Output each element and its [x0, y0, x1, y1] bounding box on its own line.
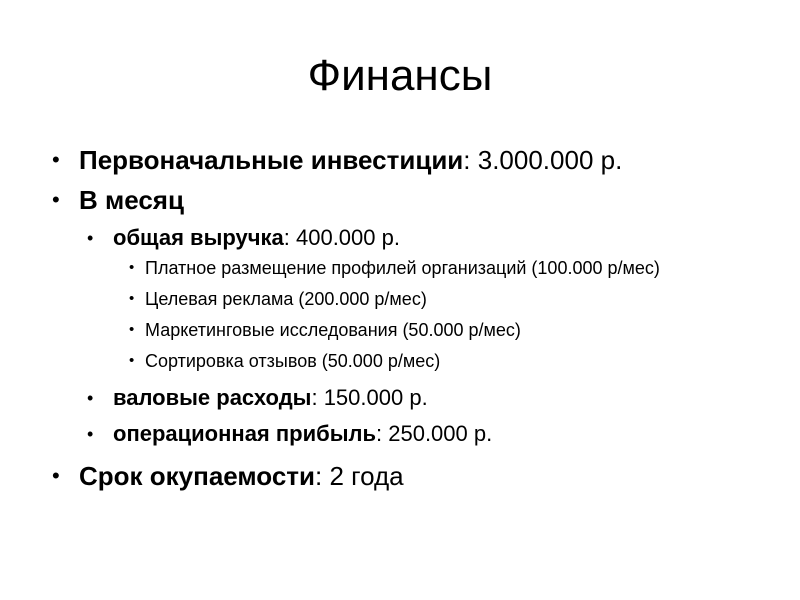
list-item-revenue-source [113, 256, 705, 280]
monthly-list [79, 220, 768, 452]
revenue-source-text: Маркетинговые исследования (50.000 р/мес) [145, 320, 521, 340]
bullet-icon: • [87, 228, 94, 248]
bullet-icon: • [52, 463, 60, 488]
bullet-icon: • [129, 352, 135, 369]
item-label: Срок окупаемости [79, 461, 316, 491]
slide-title: Финансы [307, 51, 493, 100]
revenue-list [113, 256, 768, 373]
bullet-list [48, 140, 768, 496]
bullet-icon: • [52, 187, 60, 212]
bullet-icon: • [129, 290, 135, 307]
bullet-icon: • [87, 388, 94, 408]
list-item-initial-investment [48, 140, 768, 180]
list-item-operating-profit [79, 416, 768, 452]
list-item-gross-expenses [79, 380, 768, 416]
item-value: : 250.000 р. [376, 421, 493, 446]
item-label: В месяц [79, 185, 184, 215]
item-value: : 2 года [315, 461, 404, 491]
item-label: операционная прибыль [113, 421, 377, 446]
item-value: : 3.000.000 р. [463, 145, 623, 175]
item-label: Первоначальные инвестиции [79, 145, 464, 175]
revenue-source-text: Целевая реклама (200.000 р/мес) [145, 289, 427, 309]
list-item-payback-period [48, 456, 768, 496]
list-item-revenue-source [113, 349, 705, 373]
list-item-revenue-source [113, 318, 705, 342]
revenue-source-text: Сортировка отзывов (50.000 р/мес) [145, 351, 441, 371]
item-label: валовые расходы [113, 385, 312, 410]
item-value: : 400.000 р. [283, 225, 400, 250]
list-item-total-revenue [79, 220, 768, 373]
item-value: : 150.000 р. [311, 385, 428, 410]
bullet-icon: • [129, 259, 135, 276]
list-item-per-month [48, 180, 768, 452]
bullet-icon: • [129, 321, 135, 338]
revenue-source-text: Платное размещение профилей организаций (100.000 р/мес) [145, 258, 660, 278]
bullet-icon: • [52, 147, 60, 172]
bullet-icon: • [87, 424, 94, 444]
item-label: общая выручка [113, 225, 284, 250]
list-item-revenue-source [113, 287, 705, 311]
